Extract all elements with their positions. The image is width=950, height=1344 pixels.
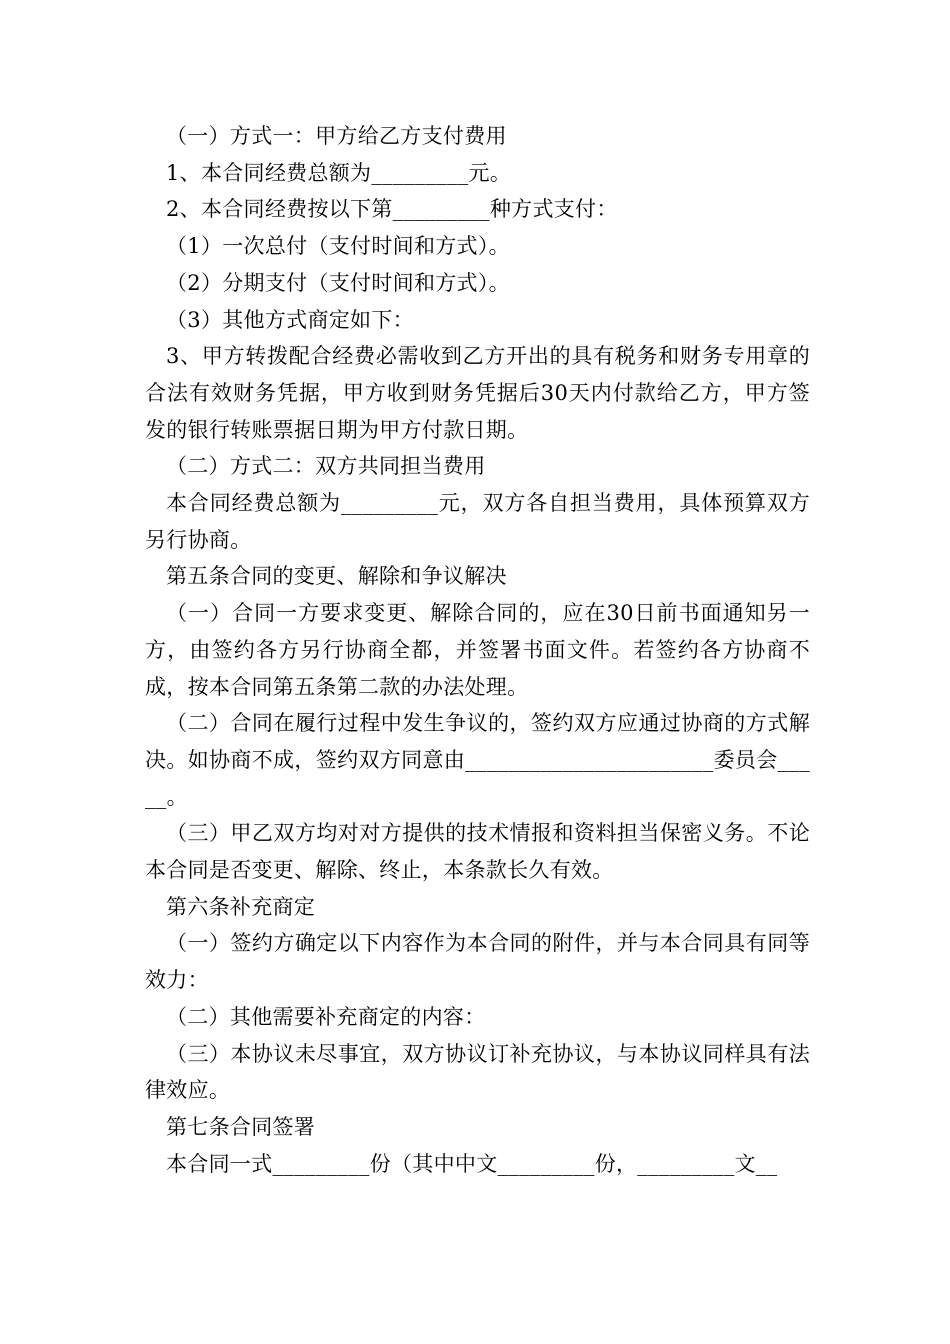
paragraph-copies: 本合同一式_________份（其中中文_________份，_________文__ (166, 1151, 778, 1176)
paragraph-supplementary-agreement: （三）本协议未尽事宜，双方协议订补充协议，与本协议同样具有法律效应。 (145, 1041, 810, 1103)
paragraph-other-supplements: （二）其他需要补充商定的内容： (166, 1004, 486, 1029)
paragraph-other-method: （3）其他方式商定如下： (166, 307, 414, 332)
article-seven-heading: 第七条合同签署 (166, 1114, 316, 1139)
article-five-heading: 第五条合同的变更、解除和争议解决 (166, 564, 507, 589)
paragraph-total-amount: 1、本合同经费总额为_________元。 (166, 160, 512, 185)
paragraph-method-two-heading: （二）方式二：双方共同担当费用 (166, 454, 486, 479)
paragraph-shared-costs: 本合同经费总额为_________元，双方各自担当费用，具体预算双方另行协商。 (145, 491, 810, 552)
paragraph-attachments: （一）签约方确定以下内容作为本合同的附件，并与本合同具有同等效力： (145, 931, 810, 993)
paragraph-confidentiality: （三）甲乙双方均对对方提供的技术情报和资料担当保密义务。不论本合同是否变更、解除、终止，本条款长久有效。 (145, 821, 810, 883)
paragraph-installments: （2）分期支付（支付时间和方式）。 (166, 270, 510, 295)
document-body (145, 118, 810, 1182)
paragraph-payment-method: 2、本合同经费按以下第_________种方式支付： (166, 197, 618, 222)
paragraph-lump-sum: （1）一次总付（支付时间和方式）。 (166, 234, 510, 259)
paragraph-dispute-resolution: （二）合同在履行过程中发生争议的，签约双方应通过协商的方式解决。如协商不成，签约双方同意由_______________________委员会_____。 (145, 711, 810, 809)
paragraph-invoice-terms: 3、甲方转拨配合经费必需收到乙方开出的具有税务和财务专用章的合法有效财务凭据，甲方收到财务凭据后30天内付款给乙方，甲方签发的银行转账票据日期为甲方付款日期。 (145, 344, 810, 442)
paragraph-change-termination: （一）合同一方要求变更、解除合同的，应在30日前书面通知另一方，由签约各方另行协商全都，并签署书面文件。若签约各方协商不成，按本合同第五条第二款的办法处理。 (145, 601, 810, 699)
article-six-heading: 第六条补充商定 (166, 894, 316, 919)
paragraph-method-one-heading: （一）方式一：甲方给乙方支付费用 (166, 124, 507, 148)
